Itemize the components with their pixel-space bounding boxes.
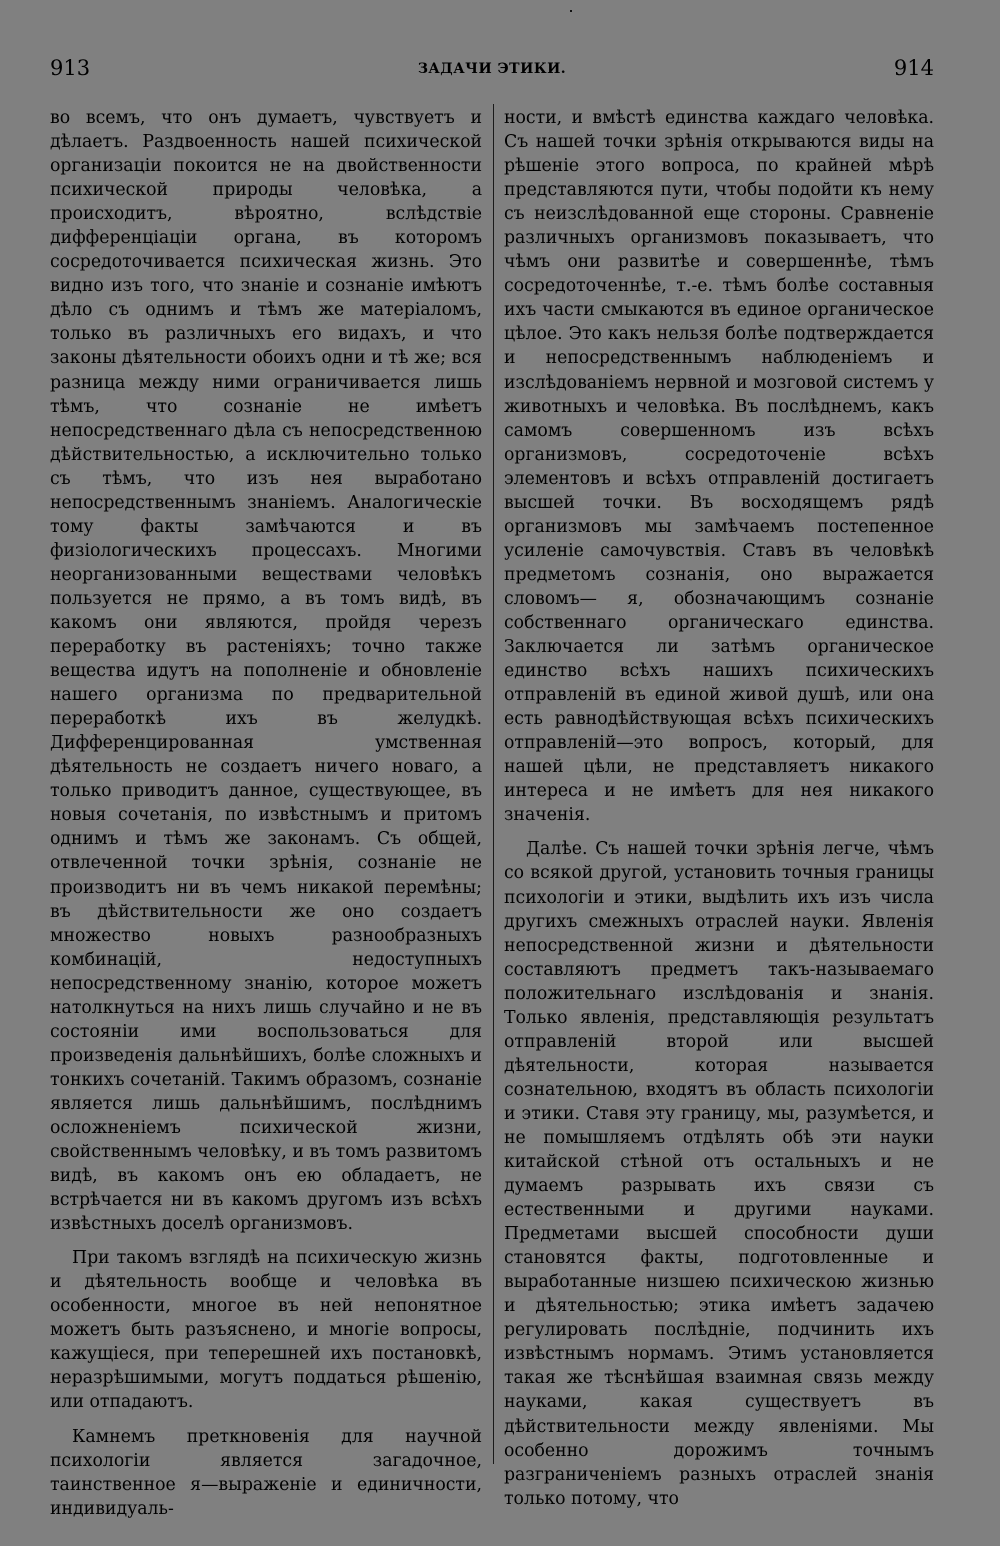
- right-paragraph-2: Далѣе. Съ нашей точки зрѣнія легче, чѣмъ со всякой другой, установить точныя границы психологіи и этики, выдѣлить ихъ изъ числа другихъ смежныхъ отраслей науки. Явленія непосредственной жизни и дѣятельности составляютъ предметъ такъ-называемаго положительнаго изслѣдованія и знанія. Только явленія, представляющія результатъ отправленій второй или высшей дѣятельности, которая называется сознательною, входятъ въ область психологіи и этики. Ставя эту границу, мы, разумѣется, и не помышляемъ отдѣлять обѣ эти науки китайской стѣной отъ остальныхъ и не думаемъ разрывать ихъ связи съ естественными и другими науками. Предметами высшей способности души становятся факты, подготовленные и выработанные низшею психическою жизнью и дѣятельностью; этика имѣетъ задачею регулировать послѣдніе, подчинить ихъ извѣстнымъ нормамъ. Этимъ установляется такая же тѣснѣйшая взаимная связь между науками, какая существуетъ въ дѣйствительности между явленіями. Мы особенно дорожимъ точнымъ разграниченіемъ разныхъ отраслей знанія только потому, что: [504, 839, 934, 1509]
- right-column: [504, 106, 934, 1521]
- column-divider: [493, 104, 494, 1464]
- right-paragraph-1: ности, и вмѣстѣ единства каждаго человѣка. Съ нашей точки зрѣнія открываются виды на рѣшеніе этого вопроса, по крайней мѣрѣ представляются пути, чтобы подойти къ нему съ неизслѣдованной еще стороны. Сравненіе различныхъ организмовъ показываетъ, что чѣмъ они развитѣе и совершеннѣе, тѣмъ сосредоточеннѣе, т.-е. тѣмъ болѣе составныя ихъ части смыкаются въ единое органическое цѣлое. Это какъ нельзя болѣе подтверждается и непосредственнымъ наблюденіемъ и изслѣдованіемъ нервной и мозговой системъ у животныхъ и человѣка. Въ послѣднемъ, какъ самомъ совершенномъ изъ всѣхъ организмовъ, сосредоточеніе всѣхъ элементовъ и всѣхъ отправленій достигаетъ высшей точки. Въ восходящемъ рядѣ организмовъ мы замѣчаемъ постепенное усиленіе самочувствія. Ставъ въ человѣкѣ предметомъ сознанія, оно выражается словомъ— я, обозначающимъ сознаніе собственнаго органическаго единства. Заключается ли затѣмъ органическое единство всѣхъ нашихъ психическихъ отправленій въ единой живой душѣ, или она есть равнодѣйствующая всѣхъ психическихъ отправленій—это вопросъ, который, для нашей цѣли, не представляетъ никакого интереса и не имѣетъ для нея никакого значенія.: [504, 108, 934, 826]
- left-page-number: 913: [50, 56, 91, 80]
- left-paragraph-1: во всемъ, что онъ думаетъ, чувствуетъ и дѣлаетъ. Раздвоенность нашей психической организаціи покоится не на двойственности психической природы человѣка, а происходитъ, вѣроятно, вслѣдствіе дифференціаціи органа, въ которомъ сосредоточивается психическая жизнь. Это видно изъ того, что знаніе и сознаніе имѣютъ дѣло съ однимъ и тѣмъ же матеріаломъ, только въ различныхъ его видахъ, и что законы дѣятельности обоихъ одни и тѣ же; вся разница между ними ограничивается лишь тѣмъ, что сознаніе не имѣетъ непосредственнаго дѣла съ непосредственною дѣйствительностью, а исключительно только съ тѣмъ, что изъ нея выработано непосредственнымъ знаніемъ. Аналогическіе тому факты замѣчаются и въ физіологическихъ процессахъ. Многими неорганизованными веществами человѣкъ пользуется не прямо, а въ томъ видѣ, въ какомъ они являются, пройдя черезъ переработку въ растеніяхъ; точно также вещества идутъ на пополненіе и обновленіе нашего организма по предварительной переработкѣ ихъ въ желудкѣ. Дифференцированная умственная дѣятельность не создаетъ ничего новаго, а только приводитъ данное, существующее, въ новыя сочетанія, по извѣстнымъ и притомъ однимъ и тѣмъ же законамъ. Съ общей, отвлеченной точки зрѣнія, сознаніе не производитъ ни въ чемъ никакой перемѣны; въ дѣйствительности же оно создаетъ множество новыхъ разнообразныхъ комбинацій, недоступныхъ непосредственному знанію, которое можетъ натолкнуться на нихъ лишь случайно и не въ состояніи ими воспользоваться для произведенія дальнѣйшихъ, болѣе сложныхъ и тонкихъ сочетаній. Такимъ образомъ, сознаніе является лишь дальнѣйшимъ, послѣднимъ осложненіемъ психической жизни, свойственнымъ человѣку, и въ томъ развитомъ видѣ, въ какомъ онъ ею обладаетъ, не встрѣчается ни въ какомъ другомъ изъ всѣхъ извѣстныхъ доселѣ организмовъ.: [50, 108, 482, 1235]
- right-page-number: 914: [893, 56, 934, 80]
- left-column: [50, 106, 482, 1531]
- left-paragraph-3: Камнемъ преткновенія для научной психологіи является загадочное, таинственное я—выраженіе и единичности, индивидуаль-: [50, 1426, 482, 1519]
- left-paragraph-2: При такомъ взглядѣ на психическую жизнь и дѣятельность вообще и человѣка въ особенности, многое въ ней непонятное можетъ быть разъяснено, и многіе вопросы, кажущіеся, при теперешней ихъ постановкѣ, неразрѣшимыми, могутъ поддаться рѣшенію, или отпадаютъ.: [50, 1248, 482, 1413]
- running-title: ЗАДАЧИ ЭТИКИ.: [417, 61, 567, 77]
- page-header: [50, 56, 934, 86]
- print-speck: [570, 10, 572, 12]
